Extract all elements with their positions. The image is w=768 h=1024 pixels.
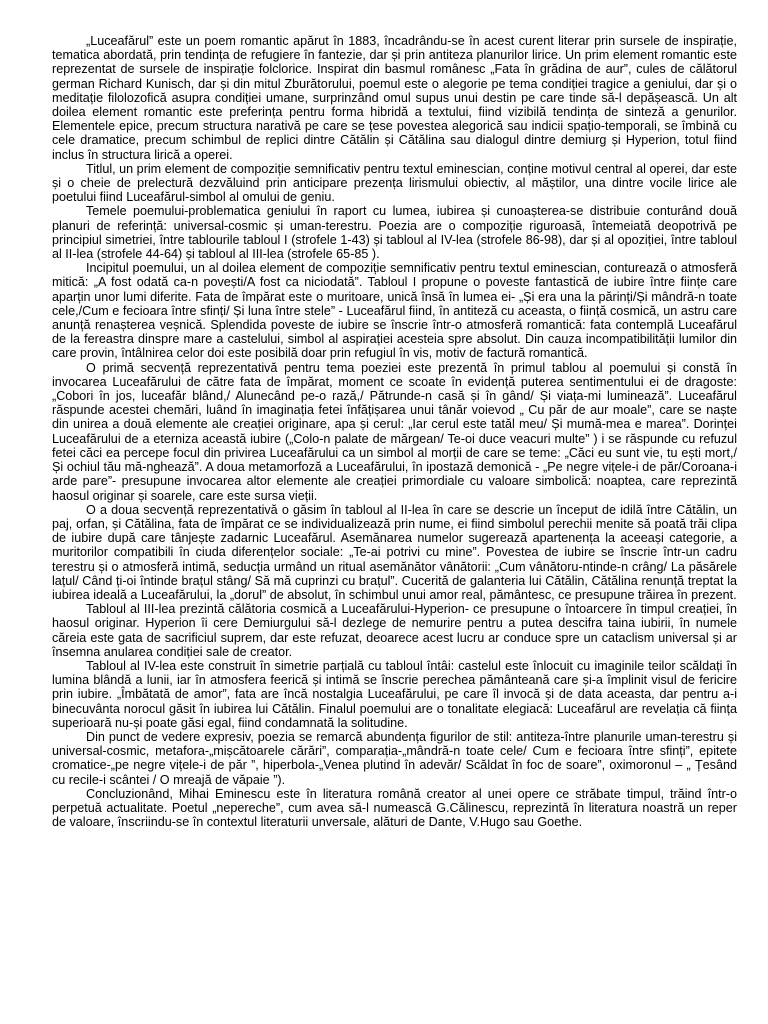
paragraph-themes: Temele poemului-problematica geniului în raport cu lumea, iubirea și cunoașterea-se distribuie conturând două planuri de referință: universal-cosmic și uman-terestru. Poezia are o compoziție riguroasă, întemeiată deopotrivă pe principiul simetriei, între tablourile tabloul I (strofele 1-43) și tabloul al IV-lea (strofele 86-98), dar și al opoziției, între tabloul al II-lea (strofele 44-64) și tabloul al III-lea (strofele 65-85 ). bbox=[52, 204, 737, 262]
paragraph-incipit: Incipitul poemului, un al doilea element de compoziție semnificativ pentru textul eminescian, conturează o atmosferă mitică: „A fost odată ca-n povești/A fost ca niciodată”. Tabloul I propune o poveste fantastică de iubire între ființe care aparțin unor lumi diferite. Fata de împărat este o muritoare, unică însă în lumea ei- „Și era una la părinți/Și mândră-n toate cele,/Cum e fecioara între sfinți/ Și luna între stele” - Luceafărul fiind, în antiteză cu aceasta, o ființă cosmică, un astru care anunță renașterea veșnică. Splendida poveste de iubire se înscrie într-o atmosferă romantică: fata contemplă Luceafărul de la fereastra dinspre mare a castelului, simbol al aspirației acesteia spre absolut. Din cauza incompatibilității lumilor din care provin, întâlnirea celor doi este posibilă doar prin refugiul în vis, motiv de factură romantică. bbox=[52, 261, 737, 361]
paragraph-third-tableau: Tabloul al III-lea prezintă călătoria cosmică a Luceafărului-Hyperion- ce presupune o întoarcere în timpul creației, în haosul originar. Hyperion îi cere Demiurgului să-l dezlege de nemurire pentru a putea descifra taina iubirii, în numele căreia este gata de sacrificiul suprem, dar este refuzat, deoarece acest lucru ar conduce spre un cataclism universal și ar însemna anularea condiției sale de creator. bbox=[52, 602, 737, 659]
paragraph-intro-romanticism: „Luceafărul” este un poem romantic apărut în 1883, încadrându-se în acest curent literar prin sursele de inspirație, tematica abordată, prin tendința de refugiere în fantezie, dar și prin antiteza planurilor lirice. Un prim element romantic este reprezentat de sursele de inspirație folclorice. Inspirat din basmul românesc „Fata în grădina de aur”, cules de călătorul german Richard Kunisch, dar și din mitul Zburătorului, poemul este o alegorie pe tema condiției tragice a geniului, dar și o meditație filolozofică asupra condiției umane, surprinzând omul supus unui destin pe care tinde să-l depășească. Un alt doilea element romantic este preferința pentru forma hibridă a textului, fiind vizibilă tendința de sinteză a genurilor. Elementele epice, precum structura narativă pe care se țese povestea alegorică sau indicii spațio-temporali, se îmbină cu cele dramatice, precum schimbul de replici dintre Cătălin și Cătălina sau dialogul dintre demiurg și Hyperion, totul fiind inclus în structura lirică a operei. bbox=[52, 34, 737, 162]
paragraph-figures-of-speech: Din punct de vedere expresiv, poezia se remarcă abundența figurilor de stil: antiteza-între planurile uman-terestru și universal-cosmic, metafora-„mișcătoarele cărări”, comparația-„mândră-n toate cele/ Cum e fecioara între sfinți”, epitete cromatice-„pe negre vițele-i de păr ”, hiperbola-„Venea plutind în adevăr/ Scăldat în foc de soare”, oximoronul – „ Țesând cu recile-i scântei / O mreajă de văpaie ”). bbox=[52, 729, 737, 787]
paragraph-conclusion: Concluzionând, Mihai Eminescu este în literatura română creator al unei opere ce străbate timpul, trăind într-o perpetuă actualitate. Poetul „nepereche”, cum avea să-l numească G.Călinescu, reprezintă în literatura noastră un reper de valoare, înscriindu-se în contextul literaturii unversale, alături de Dante, V.Hugo sau Goethe. bbox=[52, 786, 737, 830]
paragraph-first-sequence: O primă secvență reprezentativă pentru tema poeziei este prezentă în primul tablou al poemului și constă în invocarea Luceafărului de către fata de împărat, moment ce scoate în evidență puterea sentimentului ei de dragoste: „Cobori în jos, luceafăr blând,/ Alunecând pe-o rază,/ Pătrunde-n casă și în gând/ Și viața-mi luminează”. Luceafărul răspunde acestei chemări, luând în imaginația fetei înfățișarea unui tânăr voievod „ Cu păr de aur moale”, care se naște din unirea a două elemente ale creației originare, apa și cerul: „Iar cerul este tatăl meu/ Și mumă-mea e marea”. Dorinței Luceafărului de a eterniza această iubire („Colo-n palate de mărgean/ Te-oi duce veacuri multe” ) i se răspunde cu refuzul fetei căci ea percepe focul din privirea Luceafărului ca un simbol al morții de care se teme: „Căci eu sunt vie, tu ești mort,/ Și ochiul tău mă-nghează”. A doua metamorfoză a Luceafărului, în ipostază demonică - „Pe negre vițele-i de păr/Coroana-i arde pare”- presupune invocarea altor elemente ale creației primordiale cu valoare simbolică: noaptea, care reprezintă haosul originar și soarele, care este sursa vieții. bbox=[52, 360, 737, 503]
paragraph-title: Titlul, un prim element de compoziție semnificativ pentru textul eminescian, conține motivul central al operei, dar este și o cheie de prelectură dezvăluind prin anticipare prezența lirismului obiectiv, al măștilor, una dintre vocile lirice ale poetului fiind Luceafărul-simbol al omului de geniu. bbox=[52, 161, 737, 205]
paragraph-fourth-tableau: Tabloul al IV-lea este construit în simetrie parțială cu tabloul întâi: castelul este înlocuit cu imaginile teilor scăldați în lumina blândă a lunii, iar în atmosfera feerică și intimă se înscrie perechea pământeană care și-a împlinit visul de fericire prin iubire. „Îmbătată de amor”, fata are încă nostalgia Luceafărului, pe care îl invocă și de data aceasta, dar pentru a-i binecuvânta norocul găsit în iubirea lui Cătălin. Finalul poemului are o tonalitate elegiacă: Luceafărul are revelația că ființa superioară nu-și poate găsi egal, fiind condamnată la solitudine. bbox=[52, 658, 737, 730]
paragraph-second-sequence: O a doua secvență reprezentativă o găsim în tabloul al II-lea în care se descrie un început de idilă între Cătălin, un paj, orfan, și Cătălina, fata de împărat ce se individualizează prin nume, ei fiind simbolul perechii menite să poată trăi clipa de iubire după care tânjește zadarnic Luceafărul. Asemănarea numelor sugerează apartenența la aceeași categorie, a muritorilor compatibili în ciuda diferențelor sociale: „Te-ai potrivi cu mine”. Povestea de iubire se înscrie într-un cadru terestru și o atmosferă intimă, seducția urmând un ritual asemănător vânătorii: „Cum vânătoru-ntinde-n crâng/ La păsărele lațul/ Când ți-oi întinde brațul stâng/ Să mă cuprinzi cu brațul”. Cucerită de galanteria lui Cătălin, Cătălina renunță treptat la iubirea ideală a Luceafărului, la „dorul” de absolut, în schimbul unui amor real, pământesc, ce presupune trăirea în prezent. bbox=[52, 502, 737, 602]
